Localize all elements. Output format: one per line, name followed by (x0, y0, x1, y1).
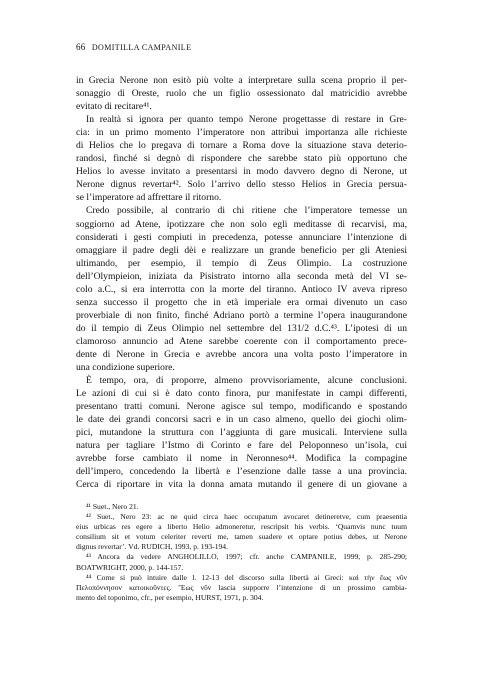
footnote-line: consilium sit et votum celeriter reverti me, tamen suadere et optare potius debes, ut Nerone (76, 532, 407, 542)
text-line: presentano tratti comuni. Nerone agisce sul tempo, modificando e spostando (76, 401, 407, 413)
text-line: evitato di recitare⁴¹. (76, 101, 152, 113)
text-line: dente di Nerone in Grecia e avrebbe ancora una volta posto l’imperatore in (76, 348, 407, 360)
text-line: le date dei grandi concorsi sacri e in un caso almeno, quello dei giochi olim- (76, 414, 407, 426)
text-line: natura per tagliare l’Istmo di Corinto e fare del Peloponneso un’isola, cui (76, 440, 407, 452)
text-line: proverbiale di non finito, finché Adriano portò a termine l’opera inaugurandone (76, 309, 407, 321)
text-line: di Helios che lo pregava di tornare a Roma dove la situazione stava deterio- (76, 140, 407, 152)
text-line: Le azioni di cui si è dato conto finora, pur manifestate in campi differenti, (76, 388, 407, 400)
page-number: 66 (76, 42, 86, 52)
footnote-line: ⁴¹ Suet., Nero 21. (86, 502, 139, 511)
text-line: clamoroso annuncio ad Atene sarebbe coerente con il comportamento prece- (76, 335, 407, 347)
text-line: Nerone dignus revertar⁴². Solo l’arrivo dello stesso Helios in Grecia persua- (76, 179, 407, 191)
text-line: considerati i gesti compiuti in precedenza, potesse annunciare l’intenzione di (76, 231, 407, 243)
text-line: in Grecia Nerone non esitò più volte a interpretare sulla scena proprio il per- (76, 75, 407, 86)
text-line: sonaggio di Oreste, ruolo che un figlio ossessionato dal matricidio avrebbe (76, 88, 407, 100)
text-line: ultimando, per esempio, il tempio di Zeus Olimpio. La costruzione (76, 257, 407, 269)
main-text (76, 74, 407, 492)
footnote-line: ⁴² Suet., Nero 23: ac ne quid circa haec occupatum avocaret detineretve, cum praesentia (86, 512, 407, 522)
text-line: se l’imperatore ad affrettare il ritorno. (76, 192, 222, 204)
text-line: soggiorno ad Atene, ipotizzare che non solo egli meditasse di recarvisi, ma, (76, 218, 407, 230)
footnote-line: dignus revertar’. Vd. RUDICH, 1993, p. 193-194. (76, 542, 228, 552)
text-line: In realtà si ignora per quanto tempo Nerone progettasse di restare in Gre- (86, 114, 407, 126)
text-line: avrebbe forse cambiato il nome in Neronneso⁴⁴. Modifica la compagine (76, 453, 407, 465)
text-line: Credo possibile, al contrario di chi ritiene che l’imperatore temesse un (86, 205, 407, 217)
text-line: pici, mutandone la struttura con l’aggiunta di gare musicali. Interviene sulla (76, 427, 407, 439)
text-line: dell’impero, concedendo la libertà e l’esenzione dalle tasse a una provincia. (76, 466, 407, 478)
text-line: do il tempio di Zeus Olimpio nel settembre del 131/2 d.C.⁴³. L’ipotesi di un (76, 322, 407, 334)
text-line: senza successo il progetto che in età imperiale era ormai divenuto un caso (76, 296, 407, 308)
text-line: una condizione superiore. (76, 362, 175, 374)
footnotes (76, 502, 407, 603)
text-line: È tempo, ora, di proporre, almeno provvisoriamente, alcune conclusioni. (86, 375, 407, 387)
text-line: Cerca di riportare in vita la donna amata mutando il genere di un giovane a (76, 479, 407, 491)
footnote-line: eius urbicas res egere a liberto Helio admoneretur, rescripsit his verbis. ‘Quamvis nunc tuum (76, 522, 407, 532)
footnote-line: Πελοπόννησον κατοικοῦντες. Ἕως νῦν lascia supporre l’intenzione di un prossimo cambia- (76, 582, 407, 592)
text-line: cia: in un primo momento l’imperatore non attribuì importanza alle richieste (76, 127, 407, 139)
running-header (76, 42, 191, 52)
text-line: dell’Olympieion, iniziata da Pisistrato intorno alla seconda metà del VI se- (76, 270, 407, 282)
text-line: omaggiare il padre degli dèi e realizzare un grande beneficio per gli Ateniesi (76, 244, 407, 256)
footnote-line: ⁴⁴ Come si può intuire dalle l. 12-13 del discorso sulla libertà ai Greci: καὶ τὴν ἕως νῦν (86, 572, 407, 582)
text-line: Helios lo avesse invitato a presentarsi in modo davvero degno di Nerone, ut (76, 166, 407, 178)
footnote-line: ⁴³ Ancora da vedere ANGHOLILLO, 1997; cfr. anche CAMPANILE, 1999, p. 285-290; (86, 552, 407, 562)
text-line: randosi, finché si degnò di rispondere che sarebbe stato più opportuno che (76, 153, 407, 165)
text-line: colo a.C., si era interrotta con la morte del tiranno. Antioco IV aveva ripreso (76, 283, 407, 295)
running-head-author: DOMITILLA CAMPANILE (91, 43, 192, 52)
footnote-line: mento del toponimo, cfr., per esempio, HURST, 1971, p. 304. (76, 592, 264, 602)
footnote-line: BOATWRIGHT, 2000, p. 144-157. (76, 562, 184, 572)
